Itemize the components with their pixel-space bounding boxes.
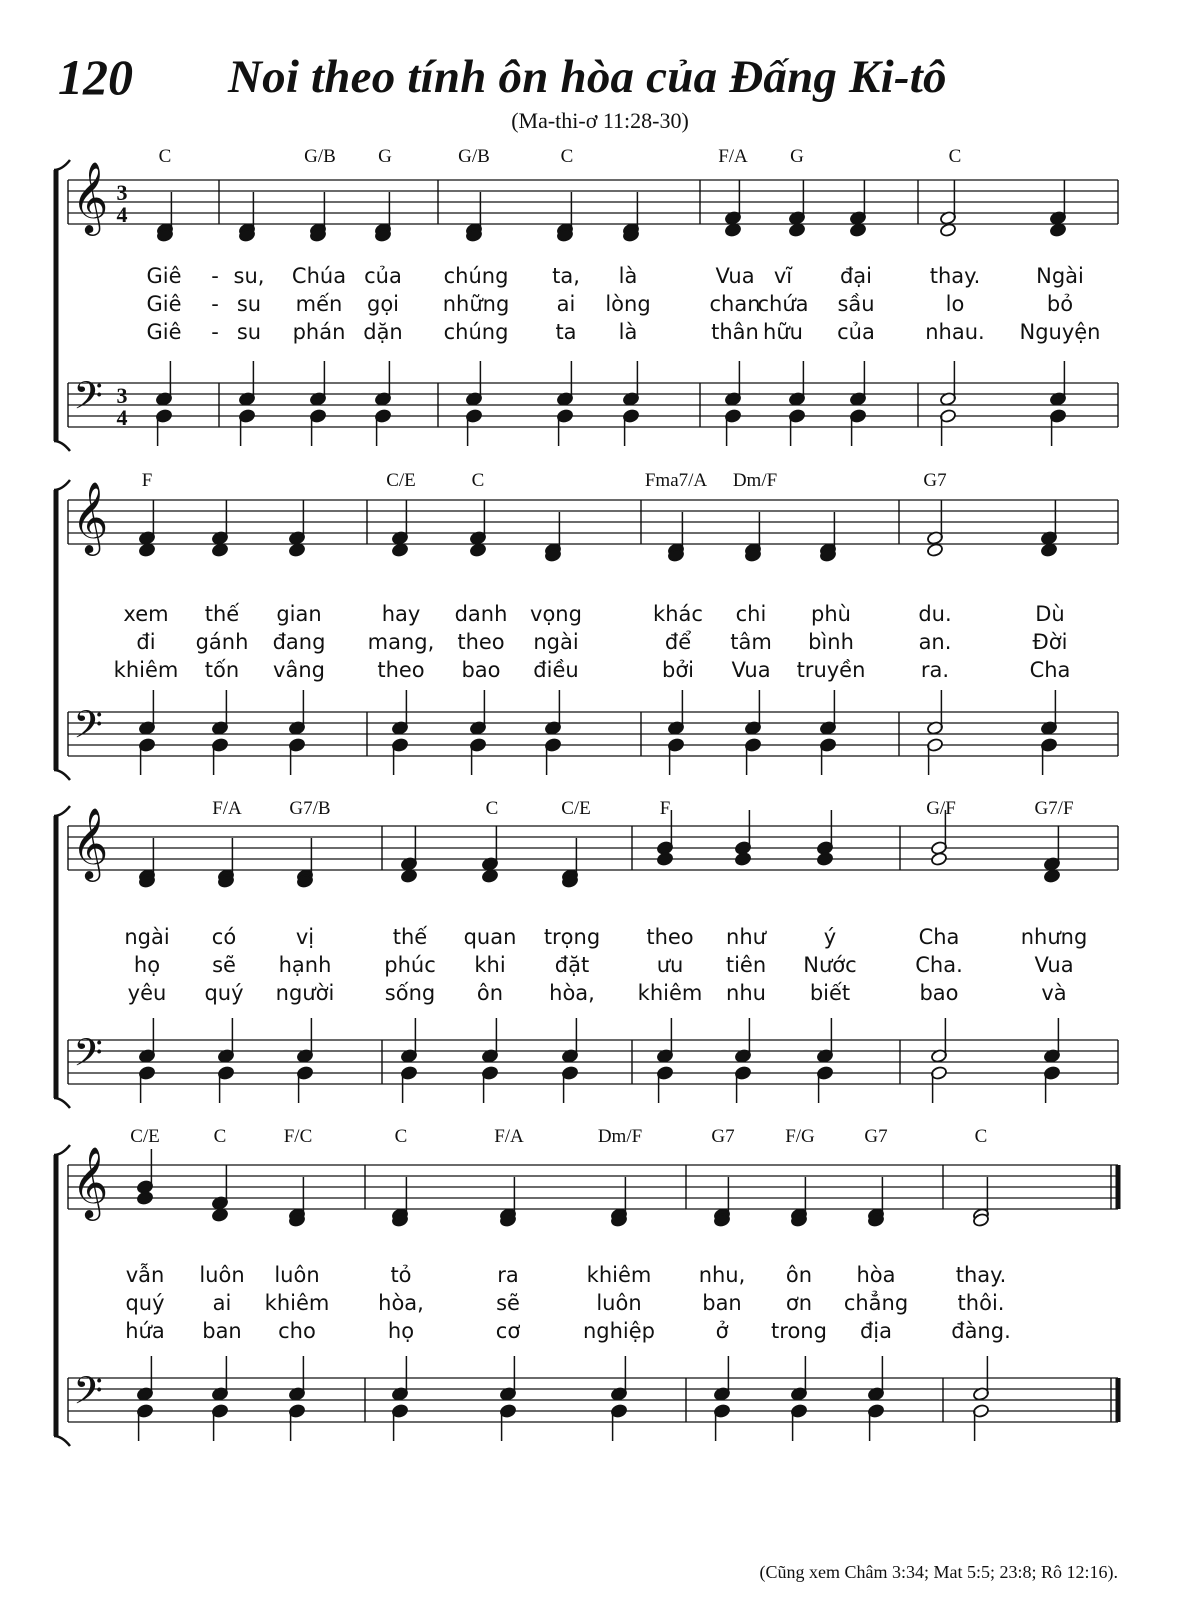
lyric-syllable: gian [276,602,322,626]
lyric-syllable: Nguyện [1019,320,1101,344]
chord-symbol: G/B [458,146,490,167]
lyric-syllable: thế [392,925,428,949]
note-head-alto [481,869,498,884]
bass-clef: 𝄢 [73,1030,103,1084]
lyric-syllable: Vua [715,264,755,288]
lyric-syllable: của [837,320,875,344]
lyric-syllable: ngài [533,630,579,654]
note-head-alto [926,543,943,558]
bass-clef: 𝄢 [73,702,103,756]
lyric-syllable: là [618,320,638,344]
lyric-syllable: đàng. [951,1319,1011,1343]
lyric-syllable: theo [457,630,505,654]
lyric-syllable: ai [212,1291,232,1315]
lyric-syllable: gọi [366,292,400,316]
lyric-syllable: ai [556,292,576,316]
lyric-syllable: khác [653,602,703,626]
lyric-syllable: khi [474,953,506,977]
lyric-syllable: ngài [124,925,170,949]
lyric-syllable: đang [272,630,326,654]
time-signature-bottom: 4 [116,202,128,227]
treble-clef: 𝄞 [71,160,109,233]
lyric-syllable: tâm [730,630,772,654]
lyric-syllable: Ngài [1036,264,1084,288]
lyric-syllable: phúc [384,953,436,977]
system-bracket-hook [54,441,70,451]
lyric-syllable: vị [295,925,315,949]
note-head-alto [400,869,417,884]
note-head-alto [391,543,408,558]
lyric-syllable: ưu [656,953,684,977]
lyric-syllable: chi [735,602,767,626]
chord-symbol: Dm/F [597,1126,643,1147]
lyric-syllable: luôn [274,1263,320,1287]
treble-clef: 𝄞 [71,1145,109,1218]
lyric-syllable: Đời [1032,630,1068,654]
lyric-syllable: quý [204,981,244,1005]
lyric-syllable: thay. [929,264,981,288]
lyric-syllable: Cha. [915,953,963,977]
chord-symbol: C [560,146,574,167]
lyric-syllable: su, [233,264,265,288]
lyric-syllable: yêu [127,981,167,1005]
lyric-syllable: luôn [199,1263,245,1287]
chord-symbol: G/F [926,798,956,819]
lyric-syllable: du. [918,602,952,626]
lyric-syllable: bao [461,658,501,682]
time-signature-bottom: 4 [116,405,128,430]
lyric-syllable: mang, [367,630,435,654]
note-head-alto [138,543,155,558]
lyric-syllable: cơ [495,1319,521,1343]
lyric-syllable: vâng [273,658,325,682]
lyric-syllable: đại [839,264,873,288]
lyric-syllable: mến [295,292,343,316]
lyric-syllable: Dù [1035,602,1065,626]
lyric-syllable: theo [377,658,425,682]
lyric-syllable: danh [454,602,508,626]
lyric-syllable: phù [811,602,851,626]
lyric-syllable: khiêm [113,658,179,682]
lyric-syllable: ơn [785,1291,813,1315]
lyric-syllable: thay. [955,1263,1007,1287]
lyric-syllable: truyền [796,658,866,682]
lyric-syllable: khiêm [264,1291,330,1315]
lyric-syllable: gánh [195,630,249,654]
lyric-syllable: đặt [554,953,590,977]
lyric-syllable: họ [133,953,161,977]
lyric-syllable: dặn [363,320,403,344]
chord-symbol: C [974,1126,988,1147]
note-head-alto [1040,543,1057,558]
lyric-syllable: an. [918,630,952,654]
lyric-syllable: địa [859,1319,893,1343]
system-bracket-hook [54,480,70,490]
note-head-alto [939,223,956,238]
note-head-alto [724,223,741,238]
lyric-syllable: điều [533,658,579,682]
lyric-syllable: nhu [726,981,766,1005]
lyric-syllable: Chúa [291,264,347,288]
lyric-syllable: thế [204,602,240,626]
chord-symbol: C [471,470,485,491]
lyric-syllable: họ [387,1319,415,1343]
lyric-syllable: và [1041,981,1067,1005]
chord-symbol: C [485,798,499,819]
chord-symbol: F/C [283,1126,313,1147]
lyric-syllable: ôn [785,1263,813,1287]
system-bracket-hook [54,770,70,780]
lyric-syllable: tỏ [390,1263,412,1287]
lyric-syllable: chúng [443,320,509,344]
note-head-alto [816,852,833,867]
lyric-syllable: su [236,292,262,316]
lyric-syllable: tốn [204,658,240,682]
lyric-syllable: để [664,630,692,654]
hymn-title: Noi theo tính ôn hòa của Đấng Ki-tô [228,51,947,103]
system-bracket-hook [54,1145,70,1155]
lyric-syllable: tiên [725,953,767,977]
lyric-syllable: chẳng [843,1291,909,1315]
chord-symbol: Fma7/A [644,470,708,491]
lyric-syllable: hữu [763,320,803,344]
lyric-syllable: quan [463,925,517,949]
lyric-syllable: ta, [552,264,580,288]
lyric-syllable: hòa [856,1263,896,1287]
lyric-syllable: ta [555,320,577,344]
lyric-syllable: trong [771,1319,827,1343]
treble-clef: 𝄞 [71,806,109,879]
treble-clef: 𝄞 [71,480,109,553]
lyric-syllable: cho [278,1319,316,1343]
bass-clef: 𝄢 [73,373,103,427]
lyric-syllable: ý [823,925,837,949]
lyric-syllable: của [364,264,402,288]
lyric-syllable: hòa, [378,1291,424,1315]
note-head-alto [656,852,673,867]
lyric-syllable: bao [919,981,959,1005]
lyric-syllable: hạnh [278,953,332,977]
chord-symbol: F/G [785,1126,815,1147]
lyric-syllable: sầu [837,292,875,316]
lyric-syllable: quý [125,1291,165,1315]
time-signature-top: 3 [116,180,128,205]
chord-symbol: C [394,1126,408,1147]
note-head-alto [288,543,305,558]
chord-symbol: F [659,798,671,819]
chord-symbol: G/B [304,146,336,167]
lyric-syllable: su [236,320,262,344]
lyric-syllable: bởi [661,658,695,682]
lyric-syllable: Vua [731,658,771,682]
chord-symbol: F [141,470,153,491]
lyric-syllable: Giê [146,320,182,344]
note-head-alto [930,852,947,867]
chord-symbol: F/A [718,146,748,167]
lyric-syllable: chứa [757,292,809,316]
chord-symbol: G7/F [1034,798,1074,819]
note-head-alto [211,1208,228,1223]
lyric-syllable: trọng [543,925,601,949]
lyric-syllable: sẽ [212,953,236,977]
chord-symbol: C [158,146,172,167]
lyric-syllable: ở [715,1319,729,1343]
lyric-syllable: - [211,292,219,316]
chord-symbol: F/A [212,798,242,819]
chord-symbol: Dm/F [732,470,778,491]
chord-symbol: F/A [494,1126,524,1147]
lyric-syllable: nhau. [925,320,985,344]
lyric-syllable: có [211,925,237,949]
chord-symbol: G7 [711,1126,735,1147]
lyric-syllable: chan [709,292,761,316]
lyric-syllable: sẽ [496,1291,520,1315]
chord-symbol: G [378,146,392,167]
lyric-syllable: Vua [1034,953,1074,977]
footer-cross-reference: (Cũng xem Châm 3:34; Mat 5:5; 23:8; Rô 12:16). [759,1562,1118,1582]
lyric-syllable: vọng [530,602,582,626]
system-bracket-hook [54,806,70,816]
lyric-syllable: những [442,292,510,316]
lyric-syllable: Cha [1029,658,1071,682]
lyric-syllable: sống [384,981,436,1005]
note-head-alto [211,543,228,558]
lyric-syllable: lo [945,292,965,316]
lyric-syllable: nhưng [1020,925,1088,949]
chord-symbol: C [213,1126,227,1147]
lyric-syllable: Giê [146,292,182,316]
note-head-alto [136,1191,153,1206]
lyric-syllable: vĩ [773,264,793,288]
lyric-syllable: Giê [146,264,182,288]
lyric-syllable: hứa [125,1319,165,1343]
lyric-syllable: ra. [920,658,950,682]
note-head-alto [849,223,866,238]
chord-symbol: G [790,146,804,167]
lyric-syllable: nhu, [698,1263,746,1287]
lyric-syllable: ra [497,1263,519,1287]
lyric-syllable: vẫn [125,1263,165,1287]
lyric-syllable: hay [381,602,421,626]
lyric-syllable: người [275,981,335,1005]
system-bracket-hook [54,160,70,170]
lyric-syllable: nghiệp [582,1319,656,1343]
lyric-syllable: phán [292,320,346,344]
chord-symbol: C [948,146,962,167]
hymn-number: 120 [58,49,133,105]
system-bracket-hook [54,1098,70,1108]
lyric-syllable: thôi. [957,1291,1005,1315]
note-head-alto [788,223,805,238]
chord-symbol: C/E [386,470,416,491]
lyric-syllable: - [211,320,219,344]
lyric-syllable: Cha [918,925,960,949]
note-head-alto [1043,869,1060,884]
lyric-syllable: bình [808,630,854,654]
lyric-syllable: - [211,264,219,288]
bass-clef: 𝄢 [73,1368,103,1422]
lyric-syllable: bỏ [1046,292,1074,316]
chord-symbol: G7 [864,1126,888,1147]
lyric-syllable: biết [809,981,851,1005]
scripture-reference: (Ma-thi-ơ 11:28-30) [511,108,689,133]
lyric-syllable: Nước [803,953,857,977]
lyric-syllable: chúng [443,264,509,288]
chord-symbol: G7/B [289,798,331,819]
chord-symbol: G7 [923,470,947,491]
system-bracket-hook [54,1436,70,1446]
lyric-syllable: lòng [605,292,651,316]
chord-symbol: C/E [561,798,591,819]
chord-symbol: C/E [130,1126,160,1147]
lyric-syllable: đi [136,630,156,654]
lyric-syllable: khiêm [586,1263,652,1287]
lyric-syllable: ban [702,1291,742,1315]
lyric-syllable: hòa, [549,981,595,1005]
note-head-alto [734,852,751,867]
note-head-alto [1049,223,1066,238]
lyric-syllable: như [726,925,766,949]
lyric-syllable: luôn [596,1291,642,1315]
lyric-syllable: theo [646,925,694,949]
lyric-syllable: ban [202,1319,242,1343]
lyric-syllable: thân [711,320,759,344]
lyric-syllable: là [618,264,638,288]
lyric-syllable: ôn [476,981,504,1005]
time-signature-top: 3 [116,383,128,408]
note-head-alto [469,543,486,558]
lyric-syllable: khiêm [637,981,703,1005]
lyric-syllable: xem [123,602,169,626]
